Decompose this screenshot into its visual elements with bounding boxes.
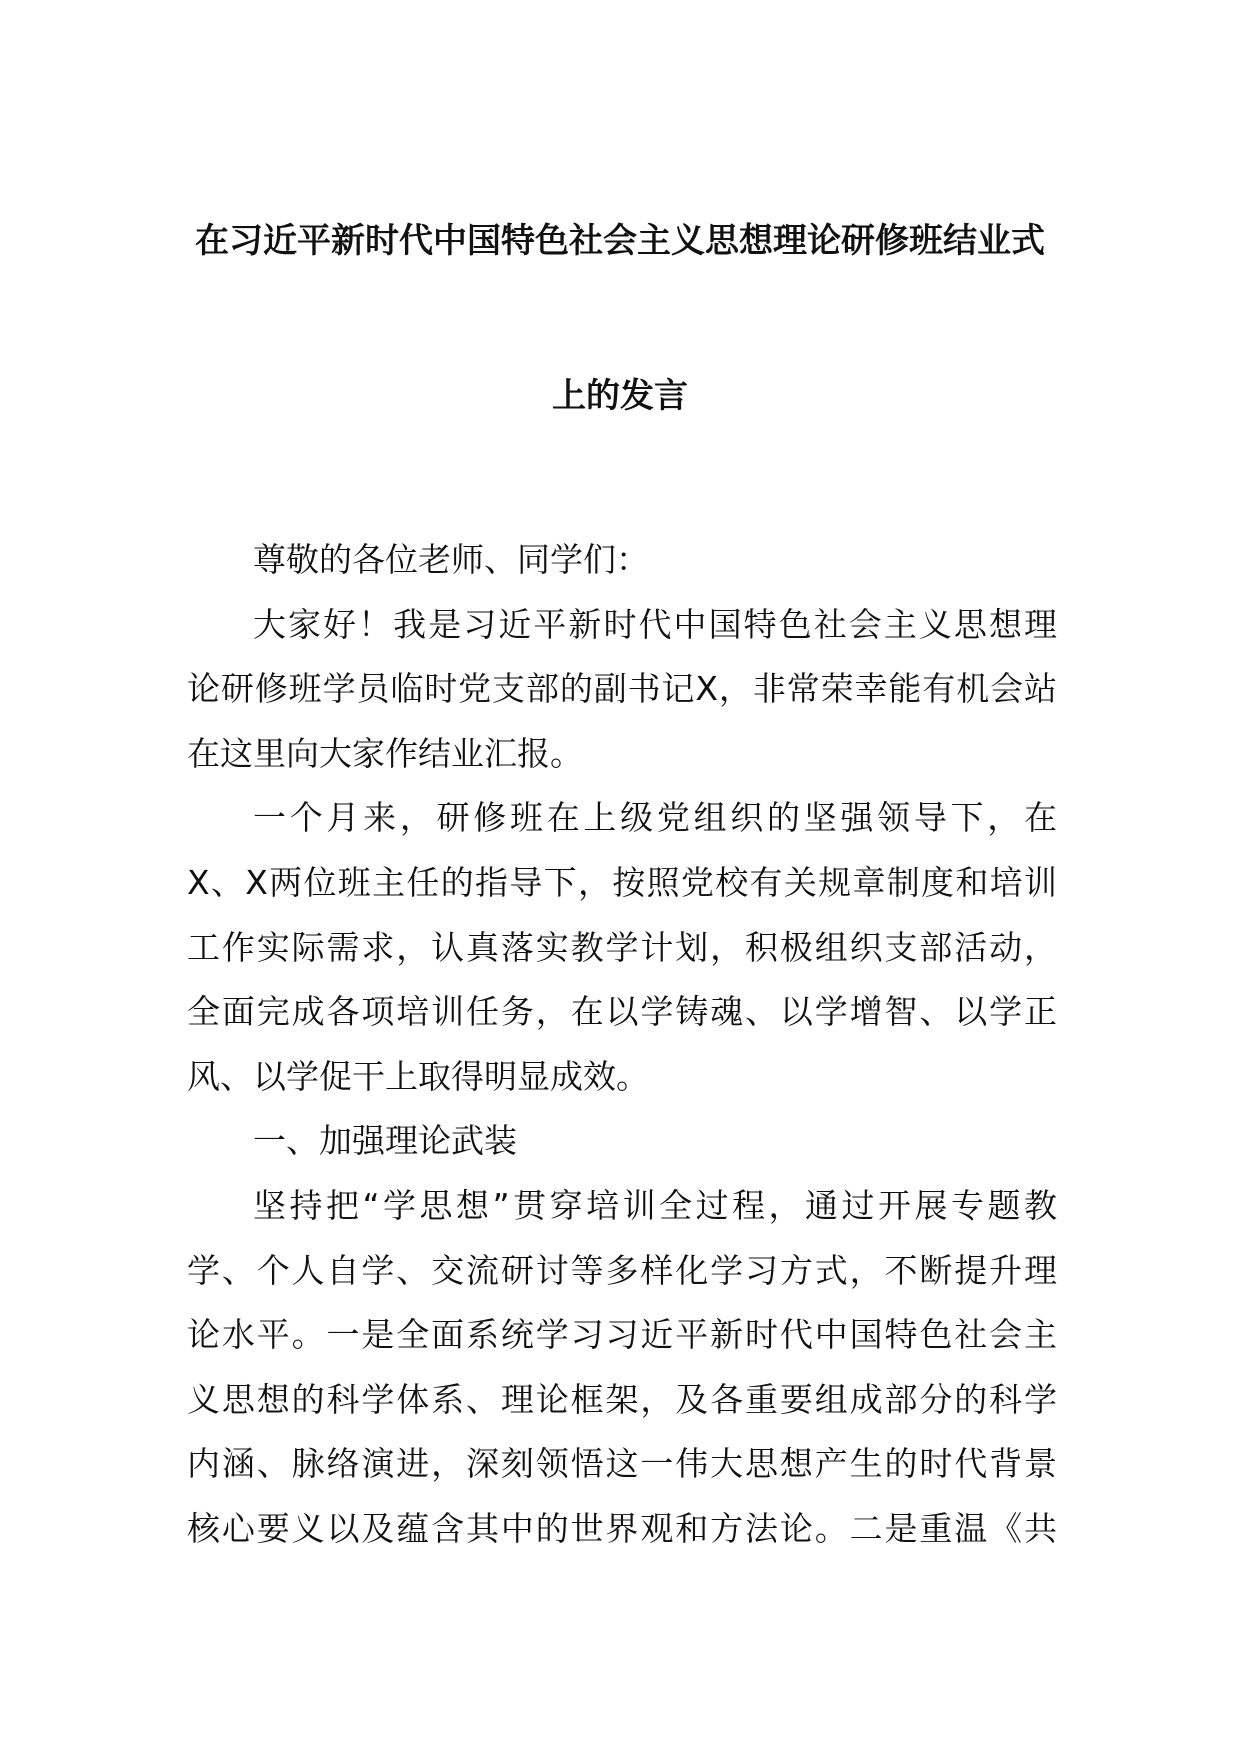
paragraph-line: 一、加强理论武装 — [253, 1121, 517, 1161]
paragraph-line: 在这里向大家作结业汇报。 — [187, 733, 583, 773]
document-body — [187, 528, 1057, 1562]
paragraph-line: 风、以学促干上取得明显成效。 — [187, 1056, 649, 1096]
paragraph-line: 义思想的科学体系、理论框架，及各重要组成部分的科学 — [187, 1379, 1057, 1419]
paragraph-line: 工作实际需求，认真落实教学计划，积极组织支部活动， — [187, 927, 1057, 967]
paragraph-line: 核心要义以及蕴含其中的世界观和方法论。二是重温《共 — [187, 1508, 1057, 1548]
paragraph-line: 内涵、脉络演进，深刻领悟这一伟大思想产生的时代背景 — [187, 1444, 1057, 1484]
document-title-line-2: 上的发言 — [552, 376, 688, 416]
paragraph-line: X、X两位班主任的指导下，按照党校有关规章制度和培训 — [187, 862, 1057, 902]
paragraph-line: 论水平。一是全面系统学习习近平新时代中国特色社会主 — [187, 1315, 1057, 1355]
paragraph-line: 学、个人自学、交流研讨等多样化学习方式，不断提升理 — [187, 1250, 1057, 1290]
paragraph-line: 大家好！我是习近平新时代中国特色社会主义思想理 — [253, 604, 1057, 644]
document-title-line-1: 在习近平新时代中国特色社会主义思想理论研修班结业式 — [195, 221, 1045, 261]
paragraph-line: 一个月来，研修班在上级党组织的坚强领导下，在 — [253, 798, 1057, 838]
paragraph-line: 尊敬的各位老师、同学们： — [253, 540, 649, 579]
paragraph-line: 全面完成各项培训任务，在以学铸魂、以学增智、以学正 — [187, 992, 1057, 1032]
paragraph-line: 论研修班学员临时党支部的副书记X，非常荣幸能有机会站 — [187, 669, 1057, 709]
paragraph-line: 坚持把“学思想”贯穿培训全过程，通过开展专题教 — [253, 1185, 1057, 1225]
